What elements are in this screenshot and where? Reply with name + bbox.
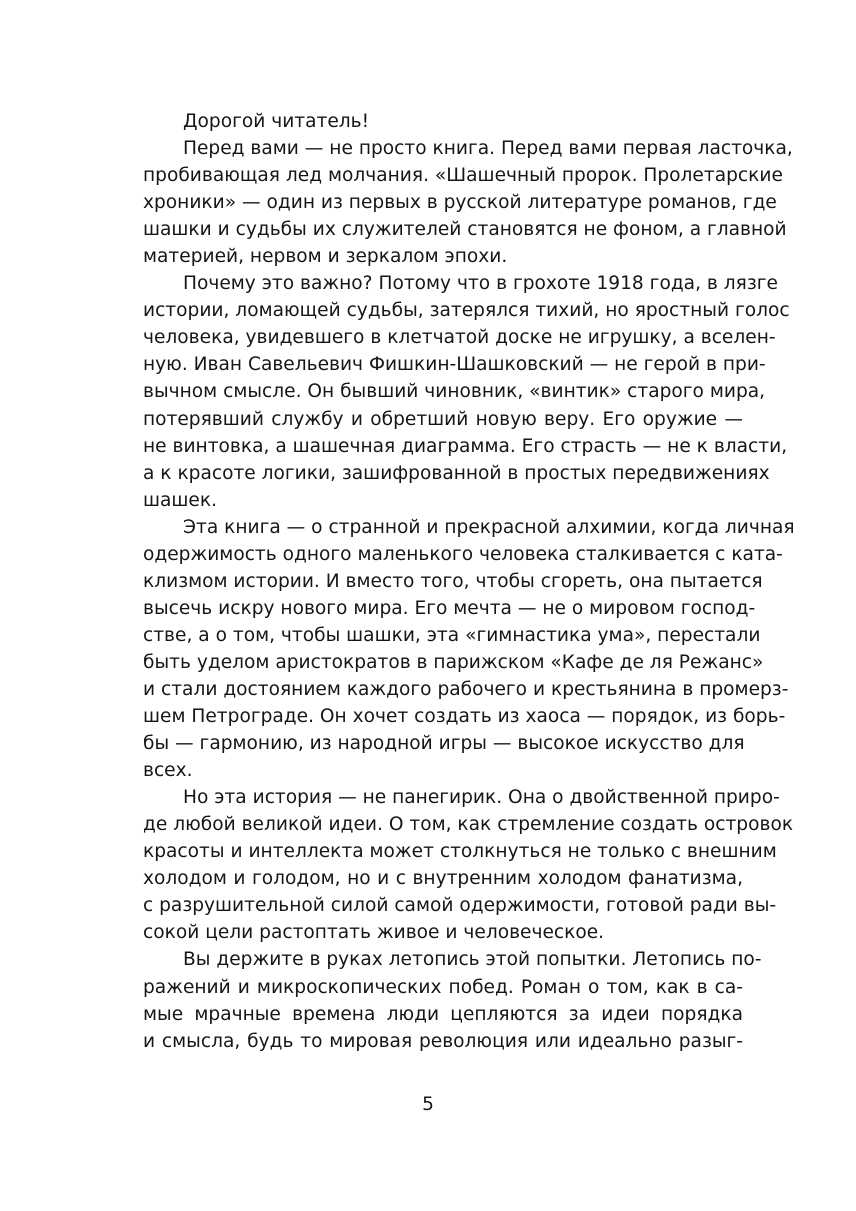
text-line: ражений и микроскопических побед. Роман о том, как в са-: [143, 976, 743, 998]
text-line: бы — гармонию, из народной игры — высокое искусство для: [143, 733, 745, 755]
text-line: Перед вами — не просто книга. Перед вами первая ласточка,: [183, 138, 793, 160]
text-line: вычном смысле. Он бывший чиновник, «винтик» старого мира,: [143, 381, 766, 403]
text-line: красоты и интеллекта может столкнуться не только с внешним: [143, 841, 777, 863]
paragraph: [143, 270, 790, 513]
text-line: не винтовка, а шашечная диаграмма. Его страсть — не к власти,: [143, 435, 788, 457]
text-line: мые мрачные времена люди цепляются за идеи порядка: [143, 1003, 743, 1025]
text-line: стве, а о том, чтобы шашки, эта «гимнастика ума», перестали: [143, 624, 761, 646]
page-number: 5: [422, 1094, 434, 1115]
text-line: хроники» — один из первых в русской литературе романов, где: [143, 192, 777, 214]
text-line: клизмом истории. И вместо того, чтобы сгореть, она пытается: [143, 570, 763, 592]
text-line: сокой цели растоптать живое и человеческое.: [143, 922, 605, 944]
text-line: и стали достоянием каждого рабочего и крестьянина в промерз-: [143, 678, 789, 700]
text-line: быть уделом аристократов в парижском «Кафе де ля Режанс»: [143, 651, 764, 673]
text-line: шашки и судьбы их служителей становятся не фоном, а главной: [143, 219, 787, 241]
text-line: человека, увидевшего в клетчатой доске не игрушку, а вселен-: [143, 327, 776, 349]
text-line: потерявший службу и обретший новую веру. Его оружие —: [143, 408, 743, 430]
text-line: материей, нервом и зеркалом эпохи.: [143, 246, 508, 268]
paragraph: [143, 514, 795, 784]
text-line: Но эта история — не панегирик. Она о двойственной приро-: [183, 787, 780, 809]
text-line: шем Петрограде. Он хочет создать из хаоса — порядок, из борь-: [143, 706, 786, 728]
text-line: шашек.: [143, 489, 218, 511]
text-line: с разрушительной силой самой одержимости, готовой ради вы-: [143, 895, 777, 917]
text-line: ную. Иван Савельевич Фишкин-Шашковский — не герой в при-: [143, 354, 766, 376]
body-text: [143, 108, 795, 1055]
text-line: Вы держите в руках летопись этой попытки. Летопись по-: [183, 949, 762, 971]
paragraph: [143, 784, 794, 946]
text-line: де любой великой идеи. О том, как стремление создать островок: [143, 814, 794, 836]
paragraph: [143, 108, 743, 135]
text-line: истории, ломающей судьбы, затерялся тихий, но яростный голос: [143, 300, 790, 322]
text-line: Дорогой читатель!: [183, 111, 370, 132]
text-line: Почему это важно? Потому что в грохоте 1918 года, в лязге: [183, 273, 778, 295]
text-line: одержимость одного маленького человека сталкивается с ката-: [143, 543, 783, 565]
text-line: а к красоте логики, зашифрованной в простых передвижениях: [143, 462, 770, 484]
text-line: и смысла, будь то мировая революция или идеально разыг-: [143, 1030, 743, 1052]
text-line: высечь искру нового мира. Его мечта — не о мировом господ-: [143, 597, 756, 619]
text-line: пробивающая лед молчания. «Шашечный пророк. Пролетарские: [143, 165, 783, 187]
paragraph: [143, 135, 793, 270]
text-line: всех.: [143, 760, 193, 782]
paragraph: [143, 946, 762, 1054]
text-line: холодом и голодом, но и с внутренним холодом фанатизма,: [143, 868, 743, 890]
text-line: Эта книга — о странной и прекрасной алхимии, когда личная: [183, 516, 795, 538]
